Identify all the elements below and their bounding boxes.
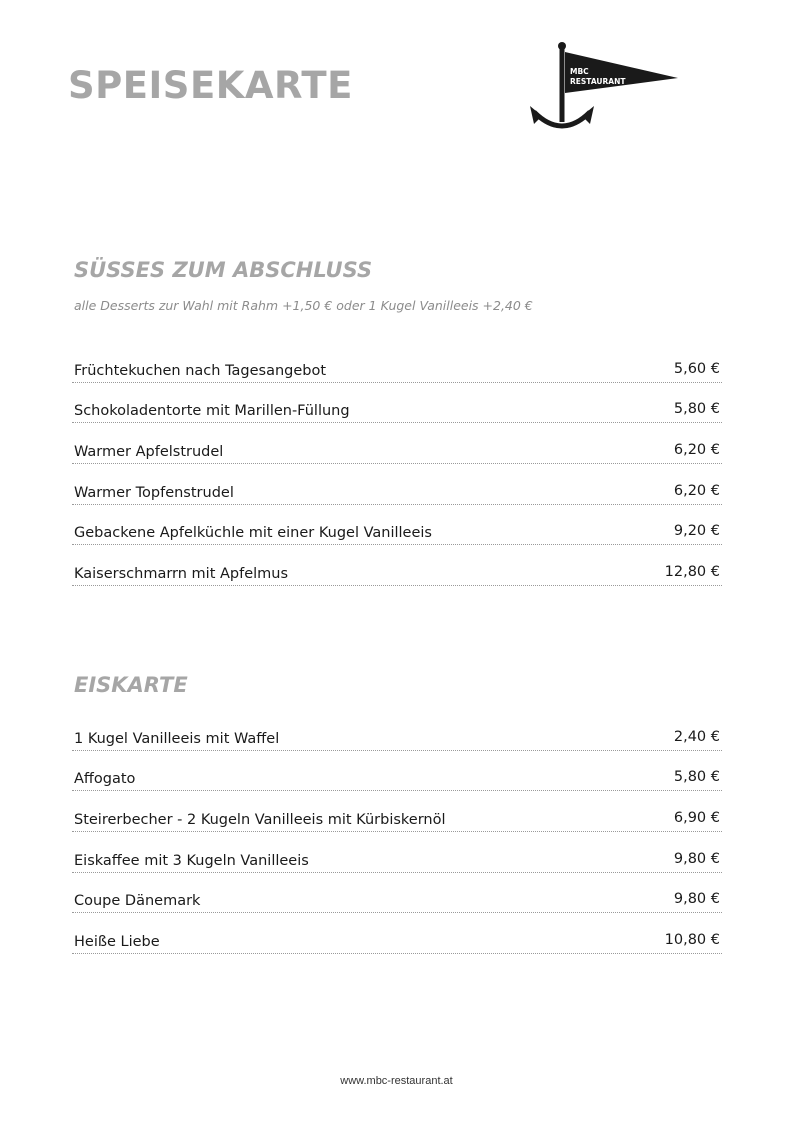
desserts-list [72, 342, 722, 586]
menu-item [72, 873, 722, 914]
item-price: 5,80 € [673, 401, 720, 418]
mbc-restaurant-logo [526, 40, 682, 132]
item-price: 9,80 € [673, 891, 720, 908]
item-name: Warmer Apfelstrudel [74, 444, 224, 461]
svg-text:MBC: MBC [570, 67, 589, 76]
item-price: 10,80 € [664, 932, 720, 949]
item-name: Kaiserschmarrn mit Apfelmus [74, 566, 289, 583]
item-price: 12,80 € [664, 564, 720, 581]
eiskarte-list [72, 710, 722, 954]
item-name: Gebackene Apfelküchle mit einer Kugel Vanilleeis [74, 525, 432, 542]
website-link[interactable]: www.mbc-restaurant.at [340, 1075, 453, 1087]
menu-item [72, 791, 722, 832]
section-title-eiskarte: EISKARTE [74, 673, 188, 697]
menu-item [72, 710, 722, 751]
item-name: 1 Kugel Vanilleeis mit Waffel [74, 730, 280, 747]
menu-item [72, 423, 722, 464]
menu-item [72, 751, 722, 792]
item-name: Heiße Liebe [74, 934, 160, 951]
menu-item [72, 832, 722, 873]
page-title: SPEISEKARTE [68, 64, 353, 107]
menu-item [72, 505, 722, 546]
item-price: 5,80 € [673, 769, 720, 786]
item-price: 9,20 € [673, 523, 720, 540]
section-title-desserts: SÜSSES ZUM ABSCHLUSS [74, 258, 373, 282]
item-name: Früchtekuchen nach Tagesangebot [74, 362, 327, 379]
item-price: 6,20 € [673, 482, 720, 499]
item-name: Warmer Topfenstrudel [74, 484, 234, 501]
item-price: 6,20 € [673, 442, 720, 459]
item-name: Schokoladentorte mit Marillen-Füllung [74, 403, 350, 420]
menu-item [72, 545, 722, 586]
menu-item [72, 342, 722, 383]
menu-item [72, 913, 722, 954]
item-name: Eiskaffee mit 3 Kugeln Vanilleeis [74, 852, 309, 869]
item-name: Affogato [74, 771, 136, 788]
item-price: 5,60 € [673, 360, 720, 377]
menu-item [72, 383, 722, 424]
item-price: 6,90 € [673, 810, 720, 827]
item-name: Steirerbecher - 2 Kugeln Vanilleeis mit Kürbiskernöl [74, 812, 446, 829]
svg-text:RESTAURANT: RESTAURANT [570, 77, 626, 86]
item-price: 2,40 € [673, 728, 720, 745]
item-name: Coupe Dänemark [74, 893, 201, 910]
desserts-note: alle Desserts zur Wahl mit Rahm +1,50 € oder 1 Kugel Vanilleeis +2,40 € [74, 298, 533, 313]
item-price: 9,80 € [673, 850, 720, 867]
menu-item [72, 464, 722, 505]
